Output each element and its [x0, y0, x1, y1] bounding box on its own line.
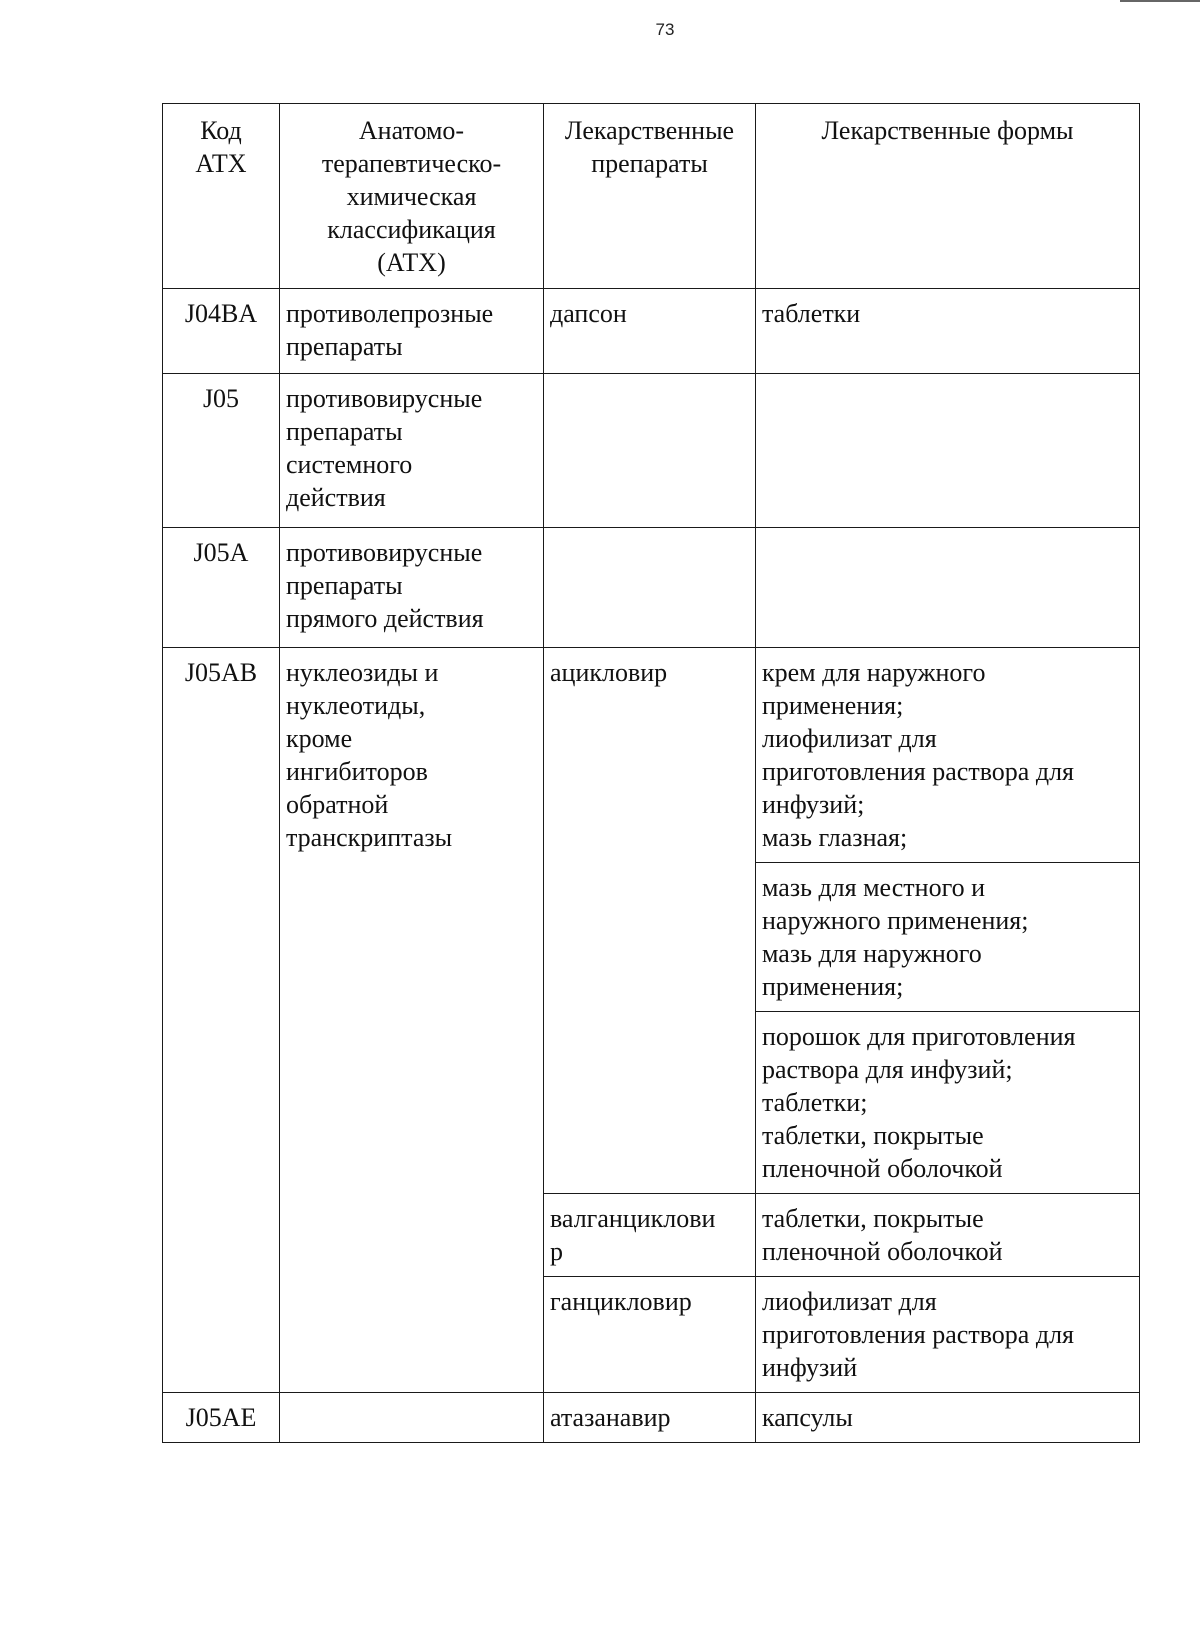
dosage-form-cell: лиофилизат для приготовления раствора для инфузий: [756, 1277, 1140, 1393]
classification-cell: противовирусные препараты системного действия: [280, 374, 544, 528]
atx-table: [162, 103, 1140, 1443]
page-number: 73: [655, 20, 675, 39]
drug-cell: ацикловир: [544, 648, 756, 1194]
atx-code-cell: J05AB: [163, 648, 280, 1393]
classification-cell: [280, 1393, 544, 1443]
scan-edge-mark: [1120, 0, 1200, 2]
classification-cell: нуклеозиды и нуклеотиды, кроме ингибиторов обратной транскриптазы: [280, 648, 544, 1393]
atx-code-cell: J05AE: [163, 1393, 280, 1443]
classification-cell: противолепрозные препараты: [280, 289, 544, 374]
dosage-form-cell: мазь для местного и наружного применения; мазь для наружного применения;: [756, 863, 1140, 1012]
dosage-form-cell: таблетки, покрытые пленочной оболочкой: [756, 1194, 1140, 1277]
dosage-form-cell: порошок для приготовления раствора для инфузий; таблетки; таблетки, покрытые пленочной оболочкой: [756, 1012, 1140, 1194]
header-dosage-forms: Лекарственные формы: [756, 104, 1140, 289]
drug-cell: дапсон: [544, 289, 756, 374]
header-atx-code: Код АТХ: [163, 104, 280, 289]
table-row: [163, 289, 1140, 374]
table-row: [163, 648, 1140, 863]
drug-cell: атазанавир: [544, 1393, 756, 1443]
atx-code-cell: J05: [163, 374, 280, 528]
table-row: [163, 1393, 1140, 1443]
drug-cell: ганцикловир: [544, 1277, 756, 1393]
table-header-row: [163, 104, 1140, 289]
dosage-form-cell: крем для наружного применения; лиофилизат для приготовления раствора для инфузий; мазь глазная;: [756, 648, 1140, 863]
drug-cell: валганциклови р: [544, 1194, 756, 1277]
classification-cell: противовирусные препараты прямого действия: [280, 528, 544, 648]
header-atx-classification: Анатомо- терапевтическо- химическая классификация (АТХ): [280, 104, 544, 289]
atx-code-cell: J04BA: [163, 289, 280, 374]
dosage-form-cell: капсулы: [756, 1393, 1140, 1443]
table-row: [163, 374, 1140, 528]
header-drugs: Лекарственные препараты: [544, 104, 756, 289]
drug-cell: [544, 374, 756, 528]
drug-cell: [544, 528, 756, 648]
dosage-form-cell: [756, 374, 1140, 528]
atx-code-cell: J05A: [163, 528, 280, 648]
dosage-form-cell: [756, 528, 1140, 648]
dosage-form-cell: таблетки: [756, 289, 1140, 374]
table-row: [163, 528, 1140, 648]
